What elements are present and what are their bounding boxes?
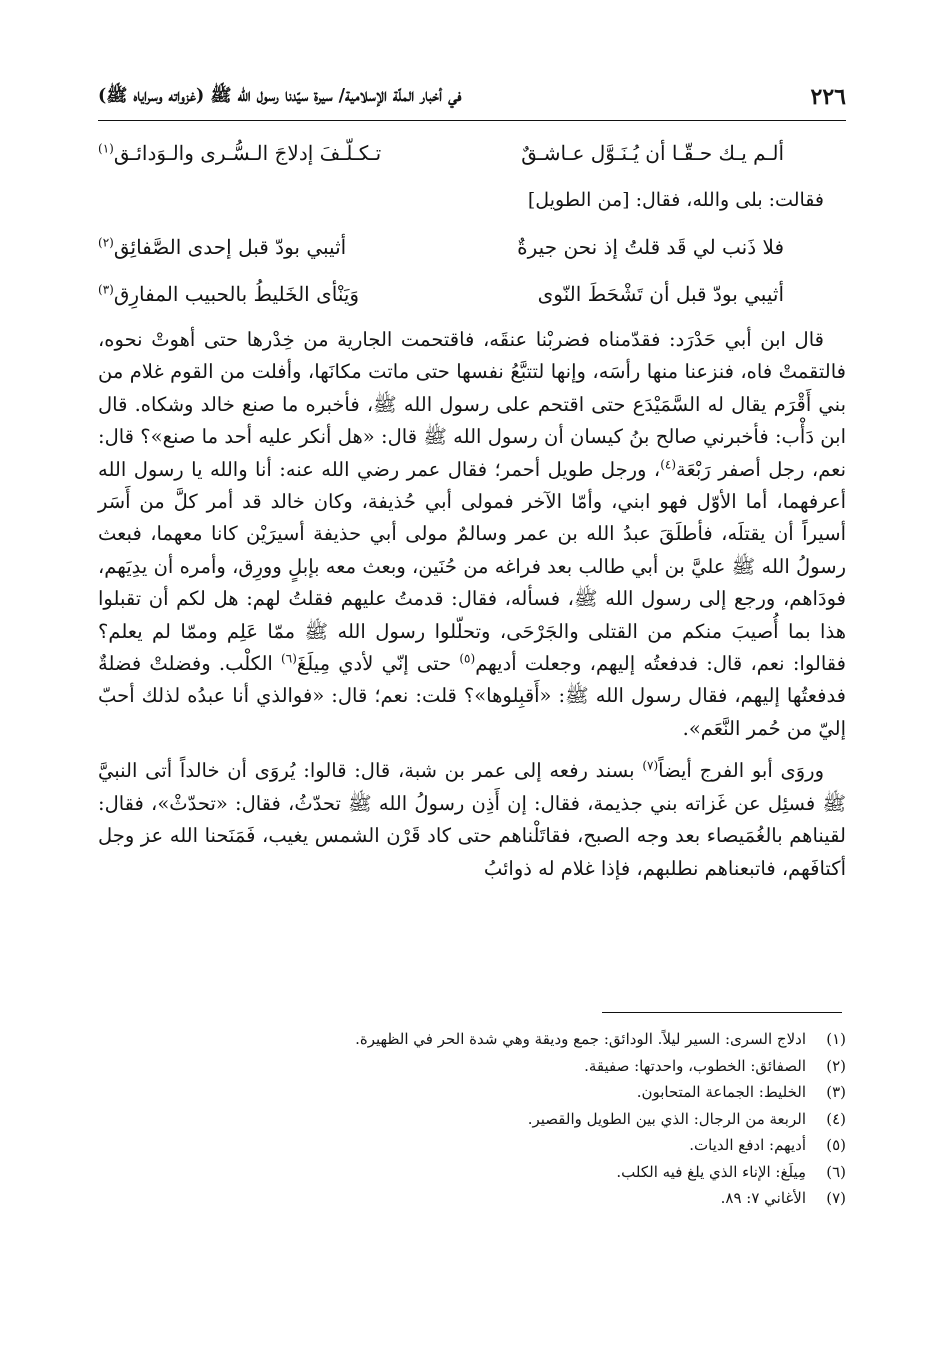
footnotes	[98, 1026, 846, 1212]
running-title: في أخبار الملّة الإسلامية/ سيرة سيّدنا رسول الله ﷺ (غزواته وسراياه ﷺ)	[98, 86, 462, 106]
footnote	[98, 1159, 846, 1186]
footnote-ref: (٦)	[281, 651, 297, 666]
footnote	[98, 1053, 846, 1080]
footnote-ref: (١)	[98, 141, 114, 156]
verse-hemistich: تـكـلّـفَ إدلاجَ الـسُّـرى والـوَدائـق$^{(١)}$	[98, 141, 382, 165]
page-body	[98, 130, 846, 885]
footnote-text: الأغاني ٧: ٨٩.	[720, 1189, 806, 1207]
header-rule	[98, 120, 846, 121]
footnote	[98, 1026, 846, 1053]
footnote	[98, 1106, 846, 1133]
footnote-number: (٦)	[826, 1162, 846, 1181]
footnote-number: (٣)	[826, 1083, 846, 1101]
verse-hemistich: فلا ذَنب لي قَد قلتُ إذ نحن جيرةٌ	[517, 235, 784, 259]
footnote	[98, 1132, 846, 1159]
footnote-text: الصفائق: الخطوب، واحدتها: صفيقة.	[584, 1056, 806, 1075]
footnote	[98, 1185, 846, 1212]
verse-hemistich: وَيَنْأى الخَليطُ بالحبيب المفارِق$^{(٣)}$	[98, 282, 360, 306]
footnote-separator	[602, 1012, 842, 1013]
verse-line	[98, 130, 846, 177]
body-paragraph: قال ابن أبي حَدْرَد: فقدّمناه فضربْنا عنقَه، فاقتحمت الجارية من خِدْرها حتى أهوتْ نحوه، فالتقمتْ فاه، فنزعنا منها رأسَه، وإنها لتتبَّعُ نفسها حتى ماتت مكانَها، وأفلت من القوم غلام من بني أَقْرَم يقال له السَّمَيْدَع حتى اقتحم على رسول الله ﷺ، فأخبره ما صنع خالد وشكاه. قال ابن دَأْب: فأخبرني صالح بنُ كيسان أن رسول الله ﷺ قال: «هل أنكر عليه أحد ما صنع»؟ قال: نعم، رجل أصفر رَبْعَة$^{(٤)}$، ورجل طويل أحمر؛ فقال عمر رضي الله عنه: أنا والله يا رسول الله أعرفهما، أما الأوّل فهو ابني، وأمّا الآخر فمولى أبي حُذيفة، وكان خالد قد أمر كلَّ من أَسَر أسيراً أن يقتلَه، فأطلَقَ عبدُ الله بن عمر وسالمٌ مولى أبي حذيفة أسيرَيْن كانا معهما، فبعث رسولُ الله ﷺ عليَّ بن أبي طالب بعد فراغه من حُنَين، وبعث معه بإبلٍ وورِق، وأمره أن يدِيَهم، فودَاهم، ورجع إلى رسول الله ﷺ، فسأله، فقال: قدمتُ عليهم فقلتُ لهم: هل لكم أن تقبلوا هذا بما أُصيبَ منكم من القتلى والجَرْحَى، وتحلّلوا رسول الله ﷺ ممّا عَلِم وممّا لم يعلم؟ فقالوا: نعم، قال: فدفعتُه إليهم، وجعلت أديهم$^{(٥)}$ حتى إنّي لأدي مِيلَغَ$^{(٦)}$ الكلْب. وفضلتْ فضلةٌ فدفعتُها إليهم، فقال رسول الله ﷺ: «أَقبِلوها»؟ قلت: نعم؛ قال: «فوالذي أنا عبدُه لذلك أحبّ إليّ من حُمر النَّعَم».	[98, 328, 847, 740]
footnote-number: (١)	[826, 1030, 846, 1048]
verse-hemistich: أثيبي بودّ قبل إحدى الصَّفائِق$^{(٢)}$	[98, 235, 347, 259]
footnote-ref: (٥)	[459, 651, 476, 666]
footnote-number: (٤)	[826, 1109, 846, 1128]
body-paragraph: وروَى أبو الفرج أيضاً$^{(٧)}$ بسند رفعه إلى عمر بن شبة، قال: قالوا: يُروَى أن خالداً أتى النبيَّ ﷺ فسئِل عن غَزاته بني جذيمة، فقال: إن أَذِن رسولُ الله ﷺ تحدّثُ، فقال: «تحدّثْ»، فقال: لقيناهم بالغُمَيصاء بعد وجه الصبح، فقاتَلْناهم حتى كاد قَرْن الشمس يغيب، فَمَنَحنا الله عز وجل أكتافَهم، فاتبعناهم نطلبهم، فإذا غلام له ذوائبُ	[98, 758, 846, 880]
footnote-ref: (٧)	[642, 758, 659, 773]
page-header	[98, 78, 846, 116]
footnote-text: ادلاج السرى: السير ليلاً. الودائق: جمع وديقة وهي شدة الحر في الظهيرة.	[355, 1030, 806, 1048]
footnote-ref: (٣)	[98, 282, 114, 297]
footnote-text: مِيلَغ: الإناء الذي يلغ فيه الكلب.	[616, 1162, 806, 1181]
footnote-text: الربعة من الرجال: الذي بين الطويل والقصير.	[527, 1109, 806, 1128]
meter-line: فقالت: بلى والله، فقال: [من الطويل]	[527, 189, 824, 211]
verse-line	[98, 271, 846, 318]
footnote-ref: (٤)	[660, 457, 677, 472]
verse-hemistich: ألـم يـك حـقّـا أن يُـنَـوَّل عـاشـقٌ	[521, 141, 784, 165]
footnote-text: الخليط: الجماعة المتحابون.	[636, 1083, 806, 1101]
footnote-text: أديهم: ادفع الديات.	[689, 1136, 806, 1154]
verse-line	[98, 224, 846, 271]
footnote-ref: (٢)	[98, 235, 114, 250]
footnote-number: (٥)	[826, 1136, 846, 1154]
verse-hemistich: أثيبي بودّ قبل أن تَشْحَطَ النّوى	[537, 282, 784, 306]
footnote-number: (٧)	[826, 1189, 846, 1207]
page-number: ٢٢٦	[810, 84, 846, 110]
footnote	[98, 1079, 846, 1106]
footnote-number: (٢)	[826, 1056, 846, 1075]
